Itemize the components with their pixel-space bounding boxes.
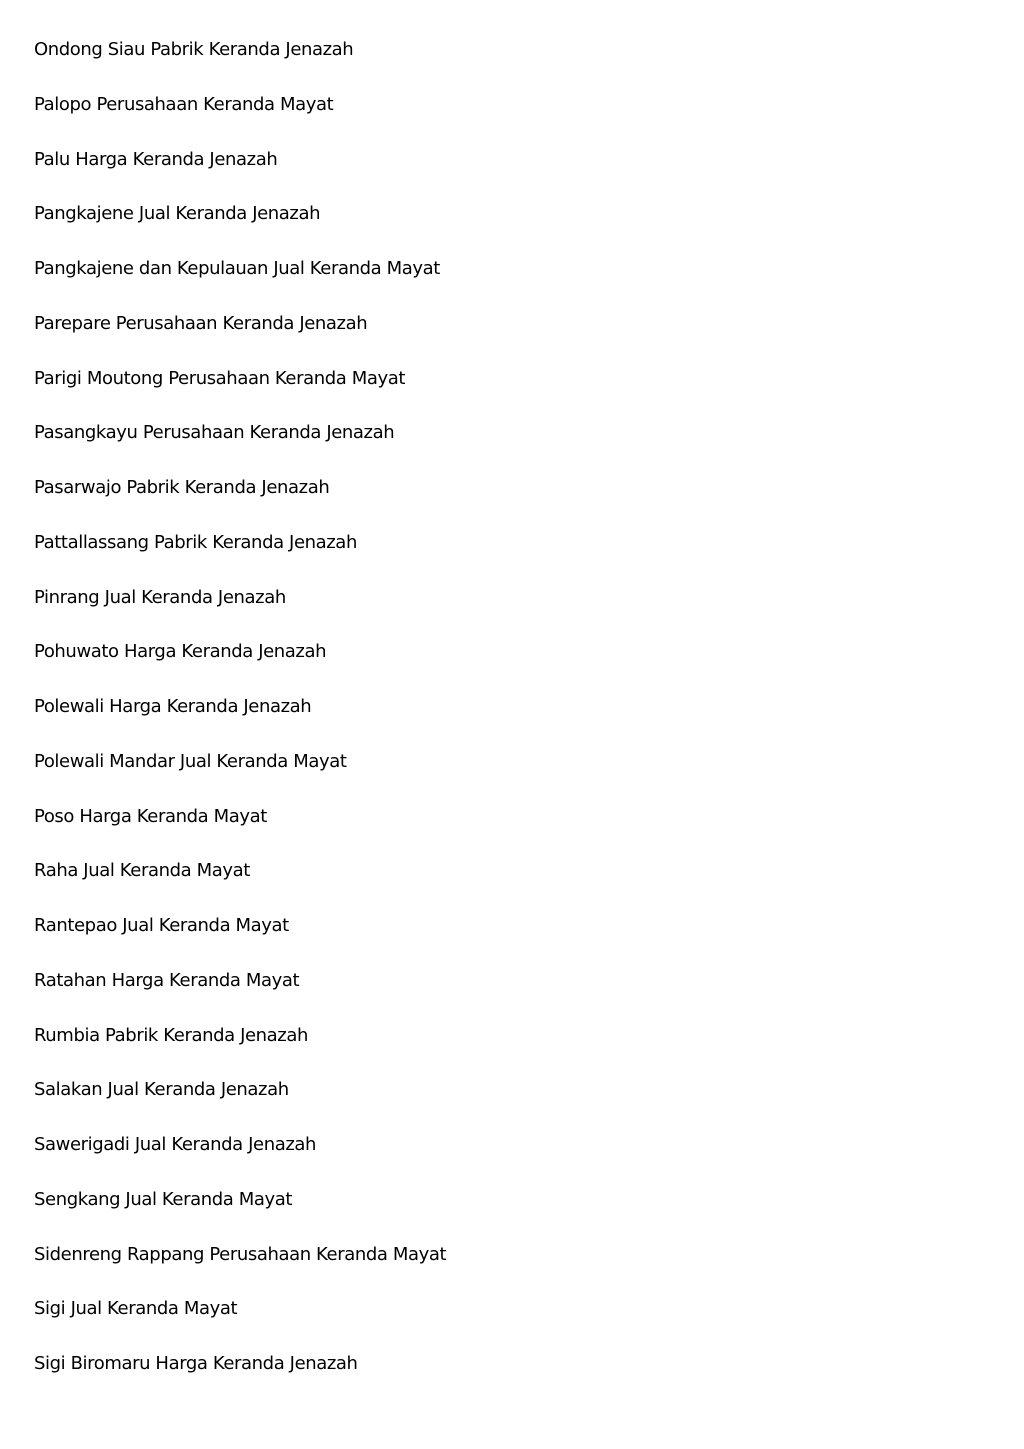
list-item	[34, 584, 446, 639]
list-link[interactable]: Ondong Siau Pabrik Keranda Jenazah	[34, 39, 354, 60]
list-item	[34, 200, 446, 255]
list-link[interactable]: Rumbia Pabrik Keranda Jenazah	[34, 1024, 308, 1046]
list-link[interactable]: Pinrang Jual Keranda Jenazah	[34, 586, 286, 608]
list-item	[34, 255, 446, 310]
list-link[interactable]: Pasarwajo Pabrik Keranda Jenazah	[34, 477, 330, 498]
list-link[interactable]: Pangkajene dan Kepulauan Jual Keranda Mayat	[34, 258, 440, 279]
list-item	[34, 91, 446, 146]
link-list	[34, 36, 446, 1405]
list-item	[34, 803, 446, 858]
list-link[interactable]: Palu Harga Keranda Jenazah	[34, 148, 278, 170]
list-link[interactable]: Ratahan Harga Keranda Mayat	[34, 969, 300, 991]
list-link[interactable]: Palopo Perusahaan Keranda Mayat	[34, 93, 334, 115]
list-item	[34, 1186, 446, 1241]
list-link[interactable]: Sengkang Jual Keranda Mayat	[34, 1188, 292, 1210]
list-item	[34, 857, 446, 912]
list-item	[34, 529, 446, 584]
list-link[interactable]: Raha Jual Keranda Mayat	[34, 860, 250, 882]
list-item	[34, 1350, 446, 1405]
list-item	[34, 1076, 446, 1131]
list-item	[34, 1295, 446, 1350]
list-link[interactable]: Pangkajene Jual Keranda Jenazah	[34, 203, 321, 225]
list-link[interactable]: Poso Harga Keranda Mayat	[34, 805, 267, 827]
list-link[interactable]: Pohuwato Harga Keranda Jenazah	[34, 641, 327, 663]
list-item	[34, 474, 446, 529]
list-item	[34, 365, 446, 420]
list-link[interactable]: Polewali Harga Keranda Jenazah	[34, 696, 312, 717]
list-item	[34, 310, 446, 365]
list-link[interactable]: Pasangkayu Perusahaan Keranda Jenazah	[34, 422, 395, 444]
list-item	[34, 748, 446, 803]
list-item	[34, 1022, 446, 1077]
list-link[interactable]: Rantepao Jual Keranda Mayat	[34, 915, 289, 936]
list-link[interactable]: Parepare Perusahaan Keranda Jenazah	[34, 312, 368, 334]
list-link[interactable]: Parigi Moutong Perusahaan Keranda Mayat	[34, 367, 406, 389]
list-item	[34, 967, 446, 1022]
list-item	[34, 36, 446, 91]
list-link[interactable]: Sidenreng Rappang Perusahaan Keranda Mayat	[34, 1243, 447, 1265]
list-item	[34, 1131, 446, 1186]
list-item	[34, 1241, 446, 1296]
list-link[interactable]: Pattallassang Pabrik Keranda Jenazah	[34, 531, 357, 553]
list-item	[34, 419, 446, 474]
list-item	[34, 638, 446, 693]
list-link[interactable]: Sigi Biromaru Harga Keranda Jenazah	[34, 1353, 358, 1374]
list-item	[34, 912, 446, 967]
list-link[interactable]: Sigi Jual Keranda Mayat	[34, 1298, 238, 1320]
list-item	[34, 146, 446, 201]
list-link[interactable]: Polewali Mandar Jual Keranda Mayat	[34, 750, 347, 772]
list-link[interactable]: Sawerigadi Jual Keranda Jenazah	[34, 1134, 317, 1155]
list-item	[34, 693, 446, 748]
list-link[interactable]: Salakan Jual Keranda Jenazah	[34, 1079, 289, 1101]
